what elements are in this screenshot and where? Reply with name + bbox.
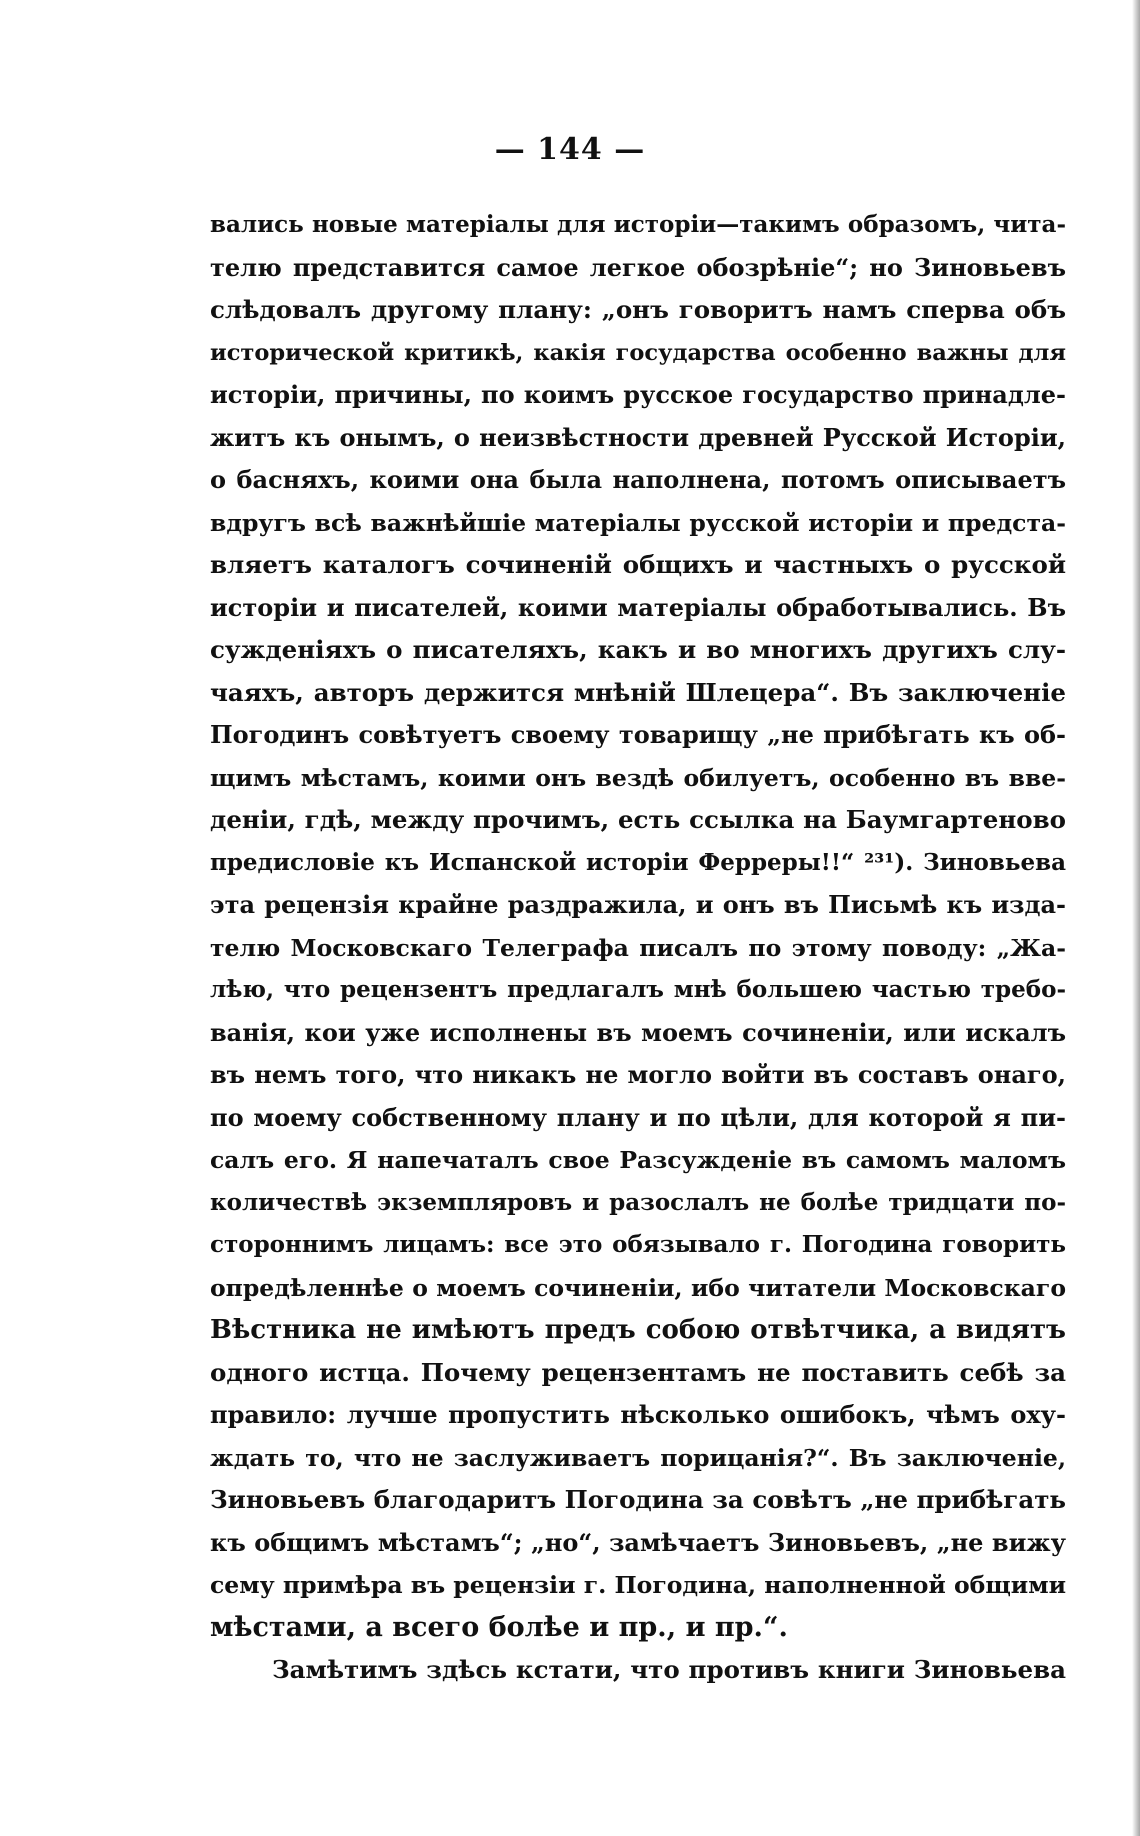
page-number: — 144 — (494, 132, 646, 167)
text-line: салъ его. Я напечаталъ свое Разсужденіе въ самомъ маломъ (210, 1146, 1066, 1174)
text-line: Зиновьевъ благодаритъ Погодина за совѣтъ „не прибѣгать (210, 1485, 1066, 1514)
text-line: сужденіяхъ о писателяхъ, какъ и во многихъ другихъ слу- (210, 635, 1066, 664)
text-line: Вѣстника не имѣютъ предъ собою отвѣтчика, а видятъ (210, 1315, 1066, 1345)
text-line: исторіи, причины, по коимъ русское государство принадле- (210, 380, 1066, 409)
text-line: житъ къ онымъ, о неизвѣстности древней Русской Исторіи, (210, 422, 1066, 452)
text-line: сему примѣра въ рецензіи г. Погодина, наполненной общими (210, 1571, 1066, 1599)
text-line: телю представится самое легкое обозрѣніе“; но Зиновьевъ (210, 252, 1066, 282)
body-text (210, 204, 1066, 1692)
text-line: стороннимъ лицамъ: все это обязывало г. Погодина говорить (210, 1231, 1066, 1258)
text-line: ванія, кои уже исполнены въ моемъ сочиненіи, или искалъ (210, 1017, 1066, 1047)
text-line: опредѣленнѣе о моемъ сочиненіи, ибо читатели Московскаго (210, 1273, 1066, 1302)
text-line: количествѣ экземпляровъ и разослалъ не болѣе тридцати по- (210, 1188, 1066, 1216)
text-line: вались новые матеріалы для исторіи—такимъ образомъ, чита- (210, 211, 1066, 238)
page-edge-shadow (1132, 0, 1140, 1836)
text-line: исторической критикѣ, какія государства особенно важны для (210, 339, 1066, 366)
text-line: лѣю, что рецензентъ предлагалъ мнѣ большею частью требо- (210, 976, 1066, 1003)
text-line: эта рецензія крайне раздражила, и онъ въ Письмѣ къ изда- (210, 890, 1066, 919)
text-line: правило: лучше пропустить нѣсколько ошибокъ, чѣмъ оху- (210, 1400, 1066, 1429)
text-line: щимъ мѣстамъ, коими онъ вездѣ обилуетъ, особенно въ вве- (210, 763, 1066, 792)
text-line: о басняхъ, коими она была наполнена, потомъ описываетъ (210, 465, 1066, 494)
text-line: исторіи и писателей, коими матеріалы обработывались. Въ (210, 592, 1066, 622)
text-line: ждать то, что не заслуживаетъ порицанія?“. Въ заключеніе, (210, 1443, 1066, 1472)
text-line: въ немъ того, что никакъ не могло войти въ составъ онаго, (210, 1060, 1066, 1089)
paragraph-start-line: Замѣтимъ здѣсь кстати, что противъ книги Зиновьева (272, 1655, 1066, 1684)
text-line: вдругъ всѣ важнѣйшіе матеріалы русской исторіи и предста- (210, 508, 1066, 537)
text-line: одного истца. Почему рецензентамъ не поставить себѣ за (210, 1357, 1066, 1387)
text-line: телю Московскаго Телеграфа писалъ по этому поводу: „Жа- (210, 933, 1066, 962)
text-line: деніи, гдѣ, между прочимъ, есть ссылка на Баумгартеново (210, 805, 1066, 834)
text-line: по моему собственному плану и по цѣли, для которой я пи- (210, 1102, 1066, 1132)
text-line: мѣстами, а всего болѣе и пр., и пр.“. (210, 1611, 788, 1643)
text-line: Погодинъ совѣтуетъ своему товарищу „не прибѣгать къ об- (210, 720, 1066, 749)
text-line: чаяхъ, авторъ держится мнѣній Шлецера“. Въ заключеніе (210, 677, 1066, 707)
text-line: предисловіе къ Испанской исторіи Ферреры!!“ ²³¹). Зиновьева (210, 848, 1066, 876)
text-line: вляетъ каталогъ сочиненій общихъ и частныхъ о русской (210, 550, 1066, 579)
text-line: слѣдовалъ другому плану: „онъ говоритъ намъ сперва объ (210, 295, 1066, 324)
text-line: къ общимъ мѣстамъ“; „но“, замѣчаетъ Зиновьевъ, „не вижу (210, 1527, 1066, 1557)
